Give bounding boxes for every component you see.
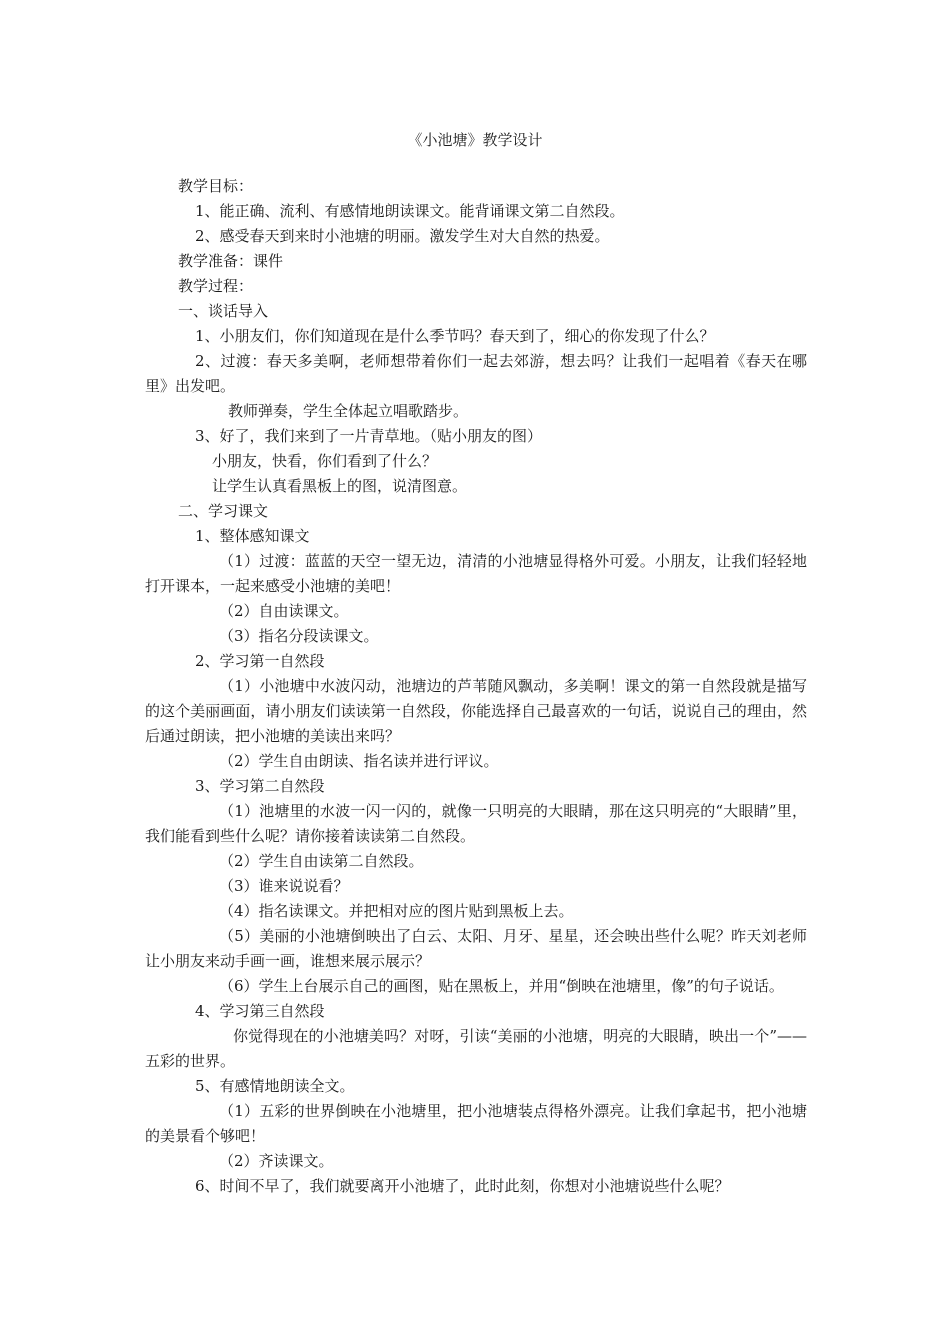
step-note: 让学生认真看黑板上的图，说清图意。 [212,477,468,495]
step-item: （1）五彩的世界倒映在小池塘里，把小池塘装点得格外漂亮。让我们拿起书，把小池塘的美景看个够吧！ [145,1102,807,1145]
step-item: 2、过渡：春天多美啊，老师想带着你们一起去郊游，想去吗？让我们一起唱着《春天在哪里》出发吧。 [145,352,807,395]
subsection-heading: 1、整体感知课文 [195,527,310,545]
step-item: （2）齐读课文。 [219,1152,334,1170]
step-item: 6、时间不早了，我们就要离开小池塘了，此时此刻，你想对小池塘说些什么呢？ [195,1177,730,1195]
section-heading: 一、谈话导入 [178,302,269,320]
step-item: （4）指名读课文。并把相对应的图片贴到黑板上去。 [219,902,574,920]
objective-item: 1、能正确、流利、有感情地朗读课文。能背诵课文第二自然段。 [195,202,625,220]
preparation-line: 教学准备：课件 [178,252,284,270]
step-item: 1、小朋友们，你们知道现在是什么季节吗？春天到了，细心的你发现了什么？ [195,327,715,345]
step-item: （1）小池塘中水波闪动，池塘边的芦苇随风飘动，多美啊！课文的第一自然段就是描写的这个美丽画面，请小朋友们读读第一自然段，你能选择自己最喜欢的一句话，说说自己的理由，然后通过朗读，把小池塘的美读出来吗？ [145,677,807,745]
subsection-heading: 5、有感情地朗读全文。 [195,1077,355,1095]
step-item: 你觉得现在的小池塘美吗？对呀，引读“美丽的小池塘，明亮的大眼睛，映出一个”——五彩的世界。 [145,1027,807,1070]
process-heading: 教学过程： [178,277,254,295]
step-note: 教师弹奏，学生全体起立唱歌踏步。 [228,402,469,420]
step-item: （1）过渡：蓝蓝的天空一望无边，清清的小池塘显得格外可爱。小朋友，让我们轻轻地打开课本，一起来感受小池塘的美吧！ [145,552,807,595]
step-item: （2）自由读课文。 [219,602,349,620]
step-note: 小朋友，快看，你们看到了什么？ [212,452,438,470]
step-item: （5）美丽的小池塘倒映出了白云、太阳、月牙、星星，还会映出些什么呢？昨天刘老师让小朋友来动手画一画，谁想来展示展示？ [145,927,807,970]
step-item: 3、好了，我们来到了一片青草地。（贴小朋友的图） [195,427,543,445]
step-item: （3）谁来说说看？ [219,877,349,895]
subsection-heading: 2、学习第一自然段 [195,652,325,670]
step-item: （6）学生上台展示自己的画图，贴在黑板上，并用“倒映在池塘里，像”的句子说话。 [219,977,784,995]
step-item: （2）学生自由读第二自然段。 [219,852,424,870]
subsection-heading: 4、学习第三自然段 [195,1002,325,1020]
step-item: （1）池塘里的水波一闪一闪的，就像一只明亮的大眼睛，那在这只明亮的“大眼睛”里，我们能看到些什么呢？请你接着读读第二自然段。 [145,802,807,845]
step-item: （2）学生自由朗读、指名读并进行评议。 [219,752,499,770]
objective-item: 2、感受春天到来时小池塘的明丽。激发学生对大自然的热爱。 [195,227,610,245]
subsection-heading: 3、学习第二自然段 [195,777,325,795]
step-item: （3）指名分段读课文。 [219,627,379,645]
objectives-heading: 教学目标： [178,177,254,195]
section-heading: 二、学习课文 [178,502,269,520]
document-title: 《小池塘》教学设计 [407,131,543,149]
document-body [145,174,807,1199]
